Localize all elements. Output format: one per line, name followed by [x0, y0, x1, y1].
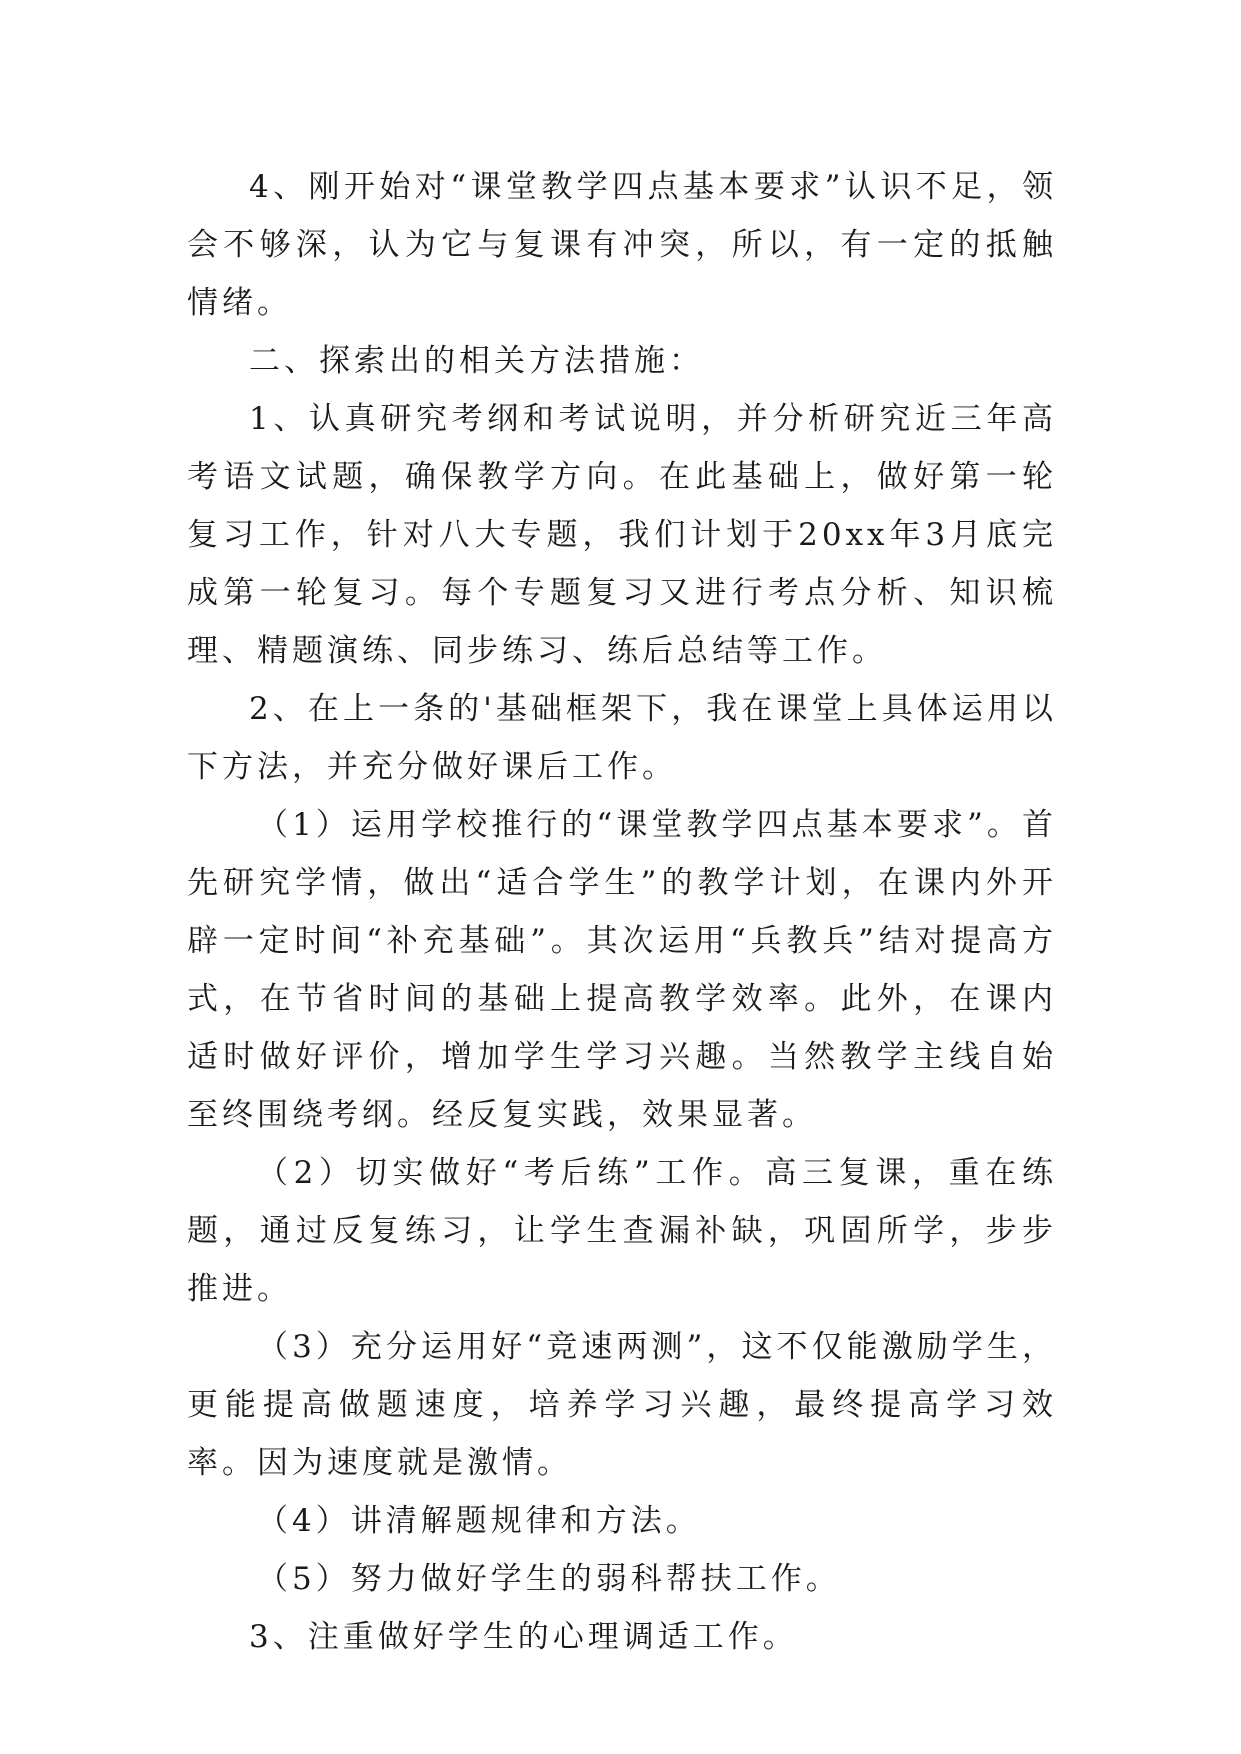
paragraph-subitem-3: （3）充分运用好“竞速两测”，这不仅能激励学生，更能提高做题速度，培养学习兴趣，最终提高学习效率。因为速度就是激情。	[187, 1329, 1057, 1481]
paragraph-item-4: 4、刚开始对“课堂教学四点基本要求”认识不足，领会不够深，认为它与复课有冲突，所以，有一定的抵触情绪。	[187, 169, 1057, 321]
paragraph-method-2: 2、在上一条的'基础框架下，我在课堂上具体运用以下方法，并充分做好课后工作。	[187, 691, 1057, 785]
paragraph-subitem-4: （4）讲清解题规律和方法。	[257, 1503, 701, 1539]
paragraph-subitem-1: （1）运用学校推行的“课堂教学四点基本要求”。首先研究学情，做出“适合学生”的教学计划，在课内外开辟一定时间“补充基础”。其次运用“兵教兵”结对提高方式，在节省时间的基础上提高教学效率。此外，在课内适时做好评价，增加学生学习兴趣。当然教学主线自始至终围绕考纲。经反复实践，效果显著。	[187, 807, 1057, 1133]
paragraph-method-3: 3、注重做好学生的心理调适工作。	[249, 1619, 798, 1655]
paragraph-method-1: 1、认真研究考纲和考试说明，并分析研究近三年高考语文试题，确保教学方向。在此基础上，做好第一轮复习工作，针对八大专题，我们计划于20xx年3月底完成第一轮复习。每个专题复习又进行考点分析、知识梳理、精题演练、同步练习、练后总结等工作。	[187, 401, 1057, 669]
paragraph-subitem-2: （2）切实做好“考后练”工作。高三复课，重在练题，通过反复练习，让学生查漏补缺，巩固所学，步步推进。	[187, 1155, 1057, 1307]
document-body	[187, 158, 1057, 1666]
section-heading-methods: 二、探索出的相关方法措施：	[249, 343, 704, 379]
paragraph-subitem-5: （5）努力做好学生的弱科帮扶工作。	[257, 1561, 841, 1597]
